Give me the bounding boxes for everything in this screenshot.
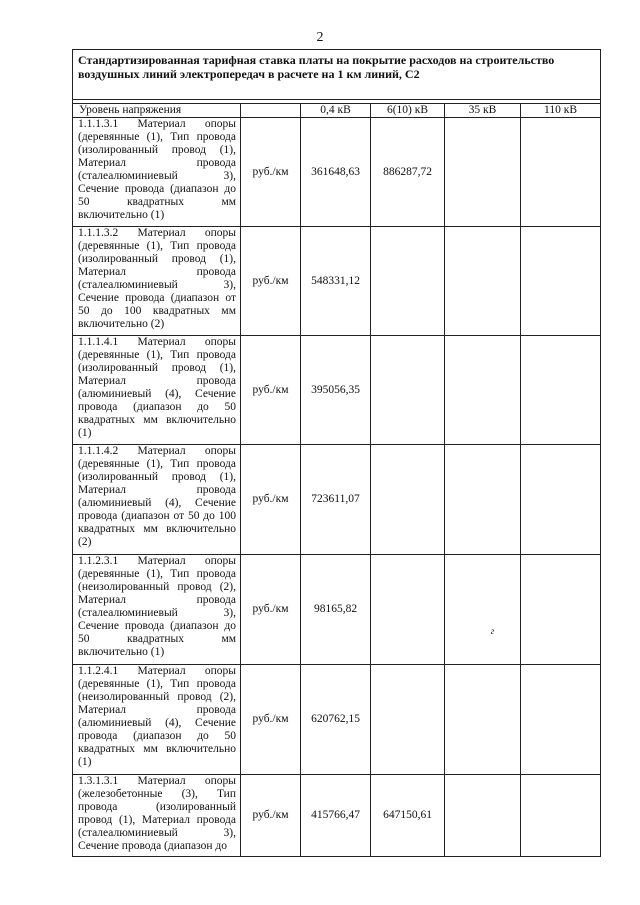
row-value-6-10kv bbox=[371, 336, 445, 445]
stray-mark: г bbox=[490, 626, 495, 636]
row-unit: руб./км bbox=[241, 775, 301, 857]
row-value-110kv bbox=[521, 775, 601, 857]
header-0-4kv: 0,4 кВ bbox=[301, 104, 371, 118]
row-value-6-10kv bbox=[371, 445, 445, 555]
row-description: 1.1.1.3.2 Материал опоры (деревянные (1), Тип провода (изолированный провод (1), Материал провода (сталеалюминиевый 3), Сечение провода (диапазон от 50 до 100 квадратных мм включительно (2) bbox=[73, 227, 241, 336]
row-description: 1.1.1.3.1 Материал опоры (деревянные (1), Тип провода (изолированный провод (1), Материал провода (сталеалюминиевый 3), Сечение провода (диапазон до 50 квадратных мм включительно (1) bbox=[73, 118, 241, 227]
row-value-6-10kv: 647150,61 bbox=[371, 775, 445, 857]
table-row bbox=[73, 227, 601, 336]
row-value-35kv bbox=[445, 227, 521, 336]
table-caption: Стандартизированная тарифная ставка платы на покрытие расходов на строительство воздушных линий электропередач в расчете на 1 км линий, С2 bbox=[73, 50, 601, 100]
row-description: 1.1.2.3.1 Материал опоры (деревянные (1), Тип провода (неизолированный провод (2), Материал провода (сталеалюминиевый 3), Сечение провода (диапазон до 50 квадратных мм включительно (1) bbox=[73, 555, 241, 665]
row-value-35kv bbox=[445, 118, 521, 227]
row-description: 1.1.1.4.1 Материал опоры (деревянные (1), Тип провода (изолированный провод (1), Материал провода (алюминиевый (4), Сечение провода (диапазон до 50 квадратных мм включительно (1) bbox=[73, 336, 241, 445]
row-value-35kv bbox=[445, 445, 521, 555]
row-unit: руб./км bbox=[241, 665, 301, 775]
row-value-35kv bbox=[445, 555, 521, 665]
row-value-35kv bbox=[445, 775, 521, 857]
row-unit: руб./км bbox=[241, 227, 301, 336]
header-unit bbox=[241, 104, 301, 118]
row-value-0-4kv: 415766,47 bbox=[301, 775, 371, 857]
row-description: 1.3.1.3.1 Материал опоры (железобетонные (3), Тип провода (изолированный провод (1), Материал провода (сталеалюминиевый 3), Сечение провода (диапазон до bbox=[73, 775, 241, 857]
row-value-35kv bbox=[445, 336, 521, 445]
row-unit: руб./км bbox=[241, 118, 301, 227]
row-value-0-4kv: 548331,12 bbox=[301, 227, 371, 336]
header-6-10kv: 6(10) кВ bbox=[371, 104, 445, 118]
header-110kv: 110 кВ bbox=[521, 104, 601, 118]
row-value-35kv bbox=[445, 665, 521, 775]
table-row bbox=[73, 775, 601, 857]
table-row bbox=[73, 336, 601, 445]
row-unit: руб./км bbox=[241, 336, 301, 445]
row-description: 1.1.1.4.2 Материал опоры (деревянные (1), Тип провода (изолированный провод (1), Материал провода (алюминиевый (4), Сечение провода (диапазон от 50 до 100 квадратных мм включительно (2) bbox=[73, 445, 241, 555]
row-value-6-10kv bbox=[371, 227, 445, 336]
table-header-row bbox=[73, 104, 601, 118]
table-row bbox=[73, 665, 601, 775]
page-number: 2 bbox=[316, 30, 324, 45]
row-value-110kv bbox=[521, 555, 601, 665]
table-caption-row bbox=[73, 50, 601, 100]
row-unit: руб./км bbox=[241, 445, 301, 555]
header-voltage-level: Уровень напряжения bbox=[73, 104, 241, 118]
row-value-0-4kv: 723611,07 bbox=[301, 445, 371, 555]
row-value-6-10kv bbox=[371, 555, 445, 665]
row-description: 1.1.2.4.1 Материал опоры (деревянные (1), Тип провода (неизолированный провод (2), Материал провода (алюминиевый (4), Сечение провода (диапазон до 50 квадратных мм включительно (1) bbox=[73, 665, 241, 775]
row-value-110kv bbox=[521, 227, 601, 336]
row-value-6-10kv: 886287,72 bbox=[371, 118, 445, 227]
row-value-0-4kv: 98165,82 bbox=[301, 555, 371, 665]
row-value-6-10kv bbox=[371, 665, 445, 775]
tariff-table bbox=[72, 49, 601, 857]
table-row bbox=[73, 118, 601, 227]
table-row bbox=[73, 445, 601, 555]
row-value-110kv bbox=[521, 665, 601, 775]
row-value-0-4kv: 395056,35 bbox=[301, 336, 371, 445]
row-value-0-4kv: 361648,63 bbox=[301, 118, 371, 227]
row-value-110kv bbox=[521, 445, 601, 555]
header-35kv: 35 кВ bbox=[445, 104, 521, 118]
row-value-110kv bbox=[521, 336, 601, 445]
row-value-0-4kv: 620762,15 bbox=[301, 665, 371, 775]
table-row bbox=[73, 555, 601, 665]
row-unit: руб./км bbox=[241, 555, 301, 665]
row-value-110kv bbox=[521, 118, 601, 227]
